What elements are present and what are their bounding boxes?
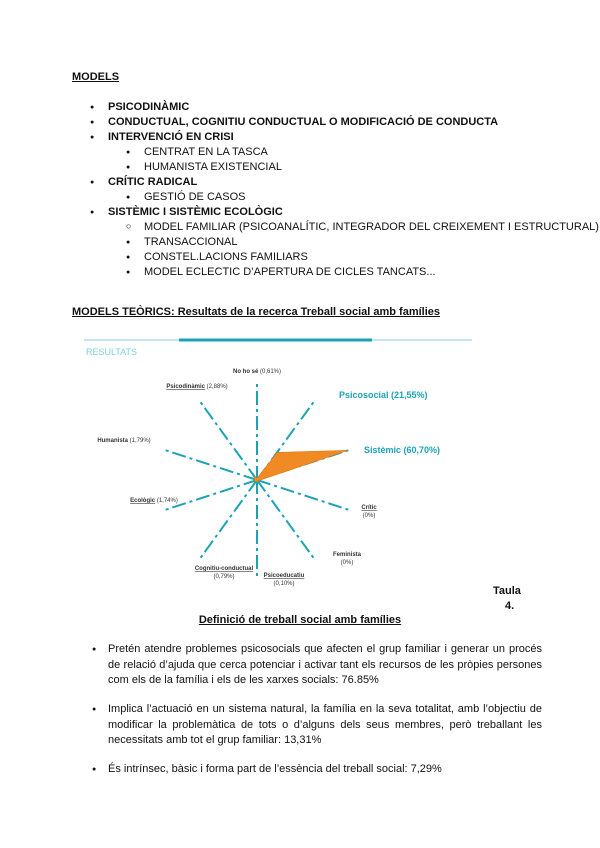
sublist <box>108 145 599 175</box>
sublist <box>108 220 599 280</box>
chart-title: RESULTATS <box>86 347 138 357</box>
radar-axis <box>257 480 348 510</box>
paragraph: ● És intrínsec, bàsic i forma part de l’essència del treball social: 7,29% <box>92 762 542 778</box>
sublist-item: ● CENTRAT EN LA TASCA <box>126 145 599 160</box>
models-list <box>90 100 599 280</box>
axis-label: Humanista (1,79%) <box>97 438 151 444</box>
axis-label: Cognitiu-conductual (0,79%) <box>194 566 254 580</box>
list-item <box>90 175 599 205</box>
radar-axis <box>257 480 313 558</box>
list-item <box>90 115 599 130</box>
list-item <box>90 205 599 280</box>
axis-label: Feminista (0%) <box>332 552 362 566</box>
sublist-item: ● HUMANISTA EXISTENCIAL <box>126 160 599 175</box>
list-item-label: CRÍTIC RADICAL <box>108 176 198 188</box>
axis-label: Crític (0%) <box>361 505 377 519</box>
data-area <box>254 450 348 482</box>
radar-axis <box>166 480 257 510</box>
list-item-label: CONDUCTUAL, COGNITIU CONDUCTUAL O MODIFICACIÓ DE CONDUCTA <box>108 116 499 128</box>
list-item-label: PSICODINÀMIC <box>108 101 190 113</box>
teorics-heading: MODELS TEÒRICS: Resultats de la recerca Treball social amb famílies <box>72 306 441 318</box>
definition-heading: Definició de treball social amb famílies <box>198 614 402 626</box>
sublist-item: ● MODEL ECLECTIC D’APERTURA DE CICLES TANCATS... <box>126 265 599 280</box>
sublist-item: ○ MODEL FAMILIAR (PSICOANALÍTIC, INTEGRADOR DEL CREIXEMENT I ESTRUCTURAL) <box>126 220 599 235</box>
paragraph: ● Pretén atendre problemes psicosocials que afecten el grup familiar i generar un procés de relació d’ajuda que cerca potenciar i activar tant els recursos de les pròpies persones com els de la família i els de les xarxes socials: 76.85% <box>92 642 542 689</box>
list-item <box>90 100 599 115</box>
sublist-item: ● CONSTEL.LACIONS FAMILIARS <box>126 250 599 265</box>
sublist-item: ● GESTIÓ DE CASOS <box>126 190 599 205</box>
axis-label: Psicodinàmic (2,88%) <box>166 384 228 390</box>
table-number: 4. <box>505 600 515 612</box>
axis-label: Psicosocial (21,55%) <box>339 390 428 400</box>
sublist-item: ● TRANSACCIONAL <box>126 235 599 250</box>
radar-axis <box>201 480 257 558</box>
table-label: Taula <box>493 585 521 597</box>
radar-axis <box>166 450 257 480</box>
list-item-label: INTERVENCIÓ EN CRISI <box>108 131 234 143</box>
list-item <box>90 130 599 175</box>
axis-label: Sistèmic (60,70%) <box>364 445 441 455</box>
models-heading: MODELS <box>72 71 120 83</box>
radar-axis <box>201 402 257 480</box>
axis-label: No ho sé (0,61%) <box>232 369 282 375</box>
sublist <box>108 190 599 205</box>
radar-chart <box>84 336 476 590</box>
axis-label: Psicoeducatiu (0,10%) <box>263 573 305 587</box>
radar-svg <box>84 336 476 590</box>
list-item-label: SISTÈMIC I SISTÈMIC ECOLÒGIC <box>108 206 283 218</box>
axis-label: Ecològic (1,74%) <box>130 498 178 504</box>
paragraph: ● Implica l’actuació en un sistema natural, la família en la seva totalitat, amb l’objectiu de modificar la problemàtica de tots o d’alguns dels seus membres, però treballant les necessitats amb tot el grup familiar: 13,31% <box>92 702 542 749</box>
